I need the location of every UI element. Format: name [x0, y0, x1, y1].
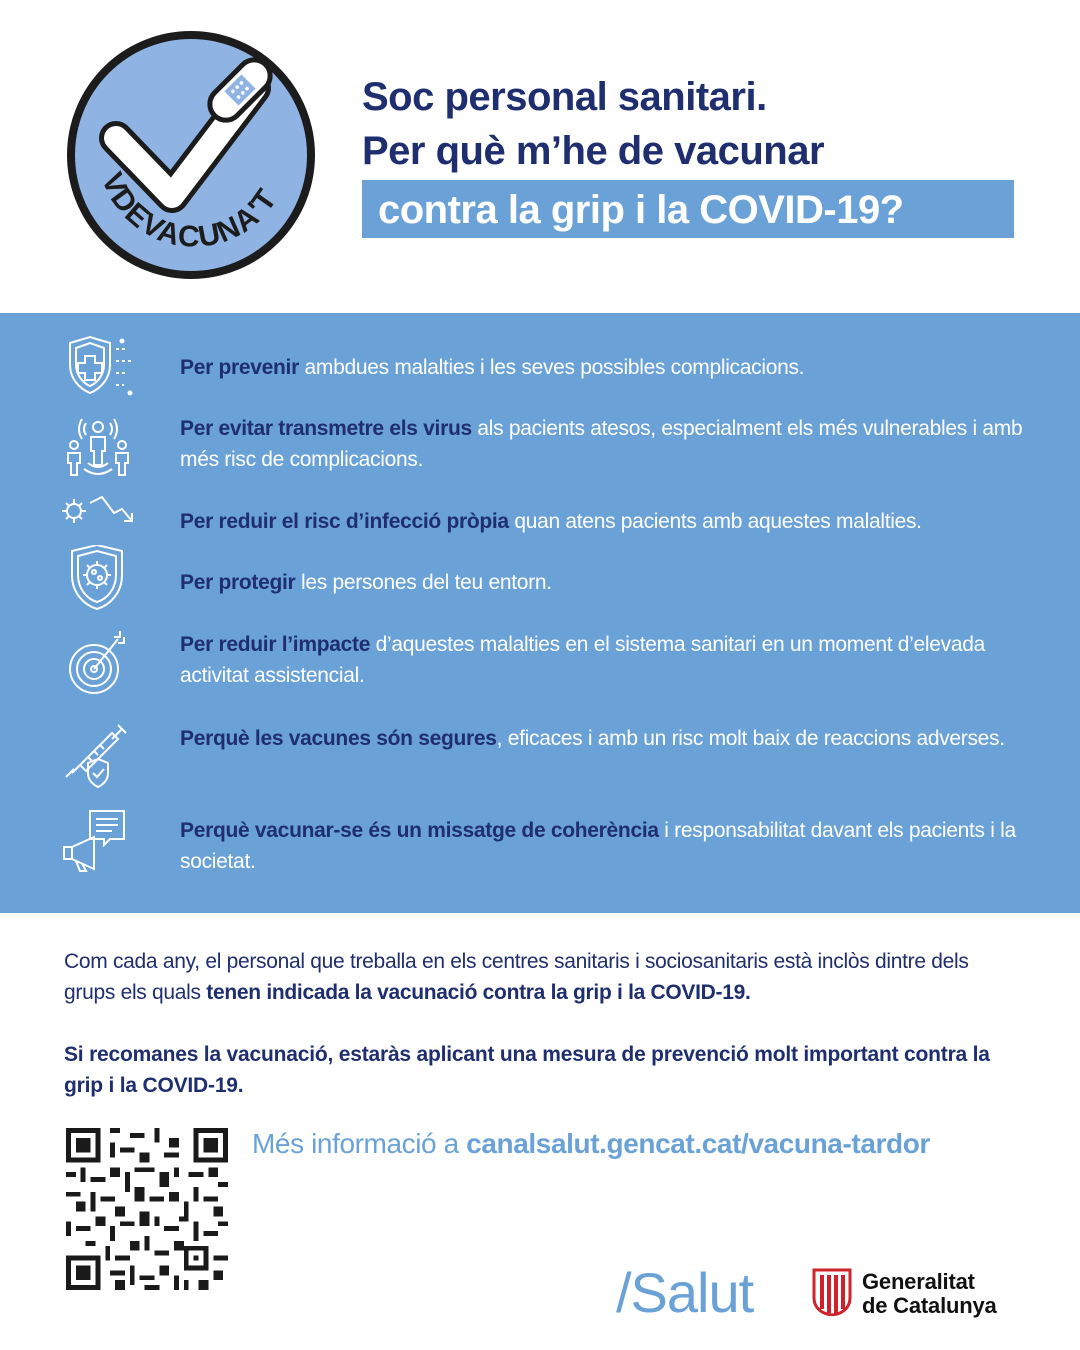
reason-text: Per prevenir ambdues malalties i les seves possibles complicacions.	[180, 356, 805, 379]
generalitat-emblem-icon	[812, 1268, 852, 1316]
shield-cross-icon	[60, 335, 136, 401]
page-title	[362, 70, 1042, 238]
reason-text: Perquè vacunar-se és un missatge de coherència i responsabilitat davant els pacients i la societat.	[180, 819, 1016, 873]
generalitat-logo-text	[862, 1270, 997, 1318]
reason-text: Perquè les vacunes són segures, eficaces i amb un risc molt baix de reaccions adverses.	[180, 727, 1005, 750]
reason-text: Per protegir les persones del teu entorn.	[180, 571, 552, 594]
reasons-panel	[0, 313, 1080, 913]
title-line-2: Per què m’he de vacunar	[362, 129, 825, 173]
more-info-link[interactable]: Més informació a canalsalut.gencat.cat/vacuna-tardor	[252, 1128, 930, 1159]
gencat-line-2: de Catalunya	[862, 1293, 997, 1318]
badge-text: VDEVACUNA'T	[94, 167, 284, 254]
megaphone-message-icon	[60, 809, 136, 875]
people-transmission-icon	[60, 413, 136, 479]
info-paragraph: Com cada any, el personal que treballa en els centres sanitaris i sociosanitaris està inclòs dintre dels grups els quals tenen indicada la vacunació contra la grip i la COVID-19.	[64, 950, 969, 1004]
title-highlight: contra la grip i la COVID-19?	[362, 180, 1014, 238]
recommendation-paragraph: Si recomanes la vacunació, estaràs aplicant una mesura de prevenció molt important contra la grip i la COVID-19.	[64, 1043, 990, 1097]
reason-text: Per reduir l’impacte d’aquestes malalties en el sistema sanitari en un moment d’elevada activitat assistencial.	[180, 633, 985, 687]
gencat-line-1: Generalitat	[862, 1269, 975, 1294]
salut-logo: /Salut	[616, 1261, 754, 1324]
title-line-1: Soc personal sanitari.	[362, 75, 767, 119]
target-icon	[60, 629, 136, 695]
reason-text: Per evitar transmetre els virus als pacients atesos, especialment els més vulnerables i amb més risc de complicacions.	[180, 417, 1023, 471]
qr-code[interactable]	[64, 1128, 230, 1290]
shield-virus-icon	[60, 545, 136, 611]
syringe-shield-icon	[60, 723, 136, 789]
vdevacunat-badge-logo	[64, 28, 318, 282]
reason-text: Per reduir el risc d’infecció pròpia quan atens pacients amb aquestes malalties.	[180, 510, 922, 533]
